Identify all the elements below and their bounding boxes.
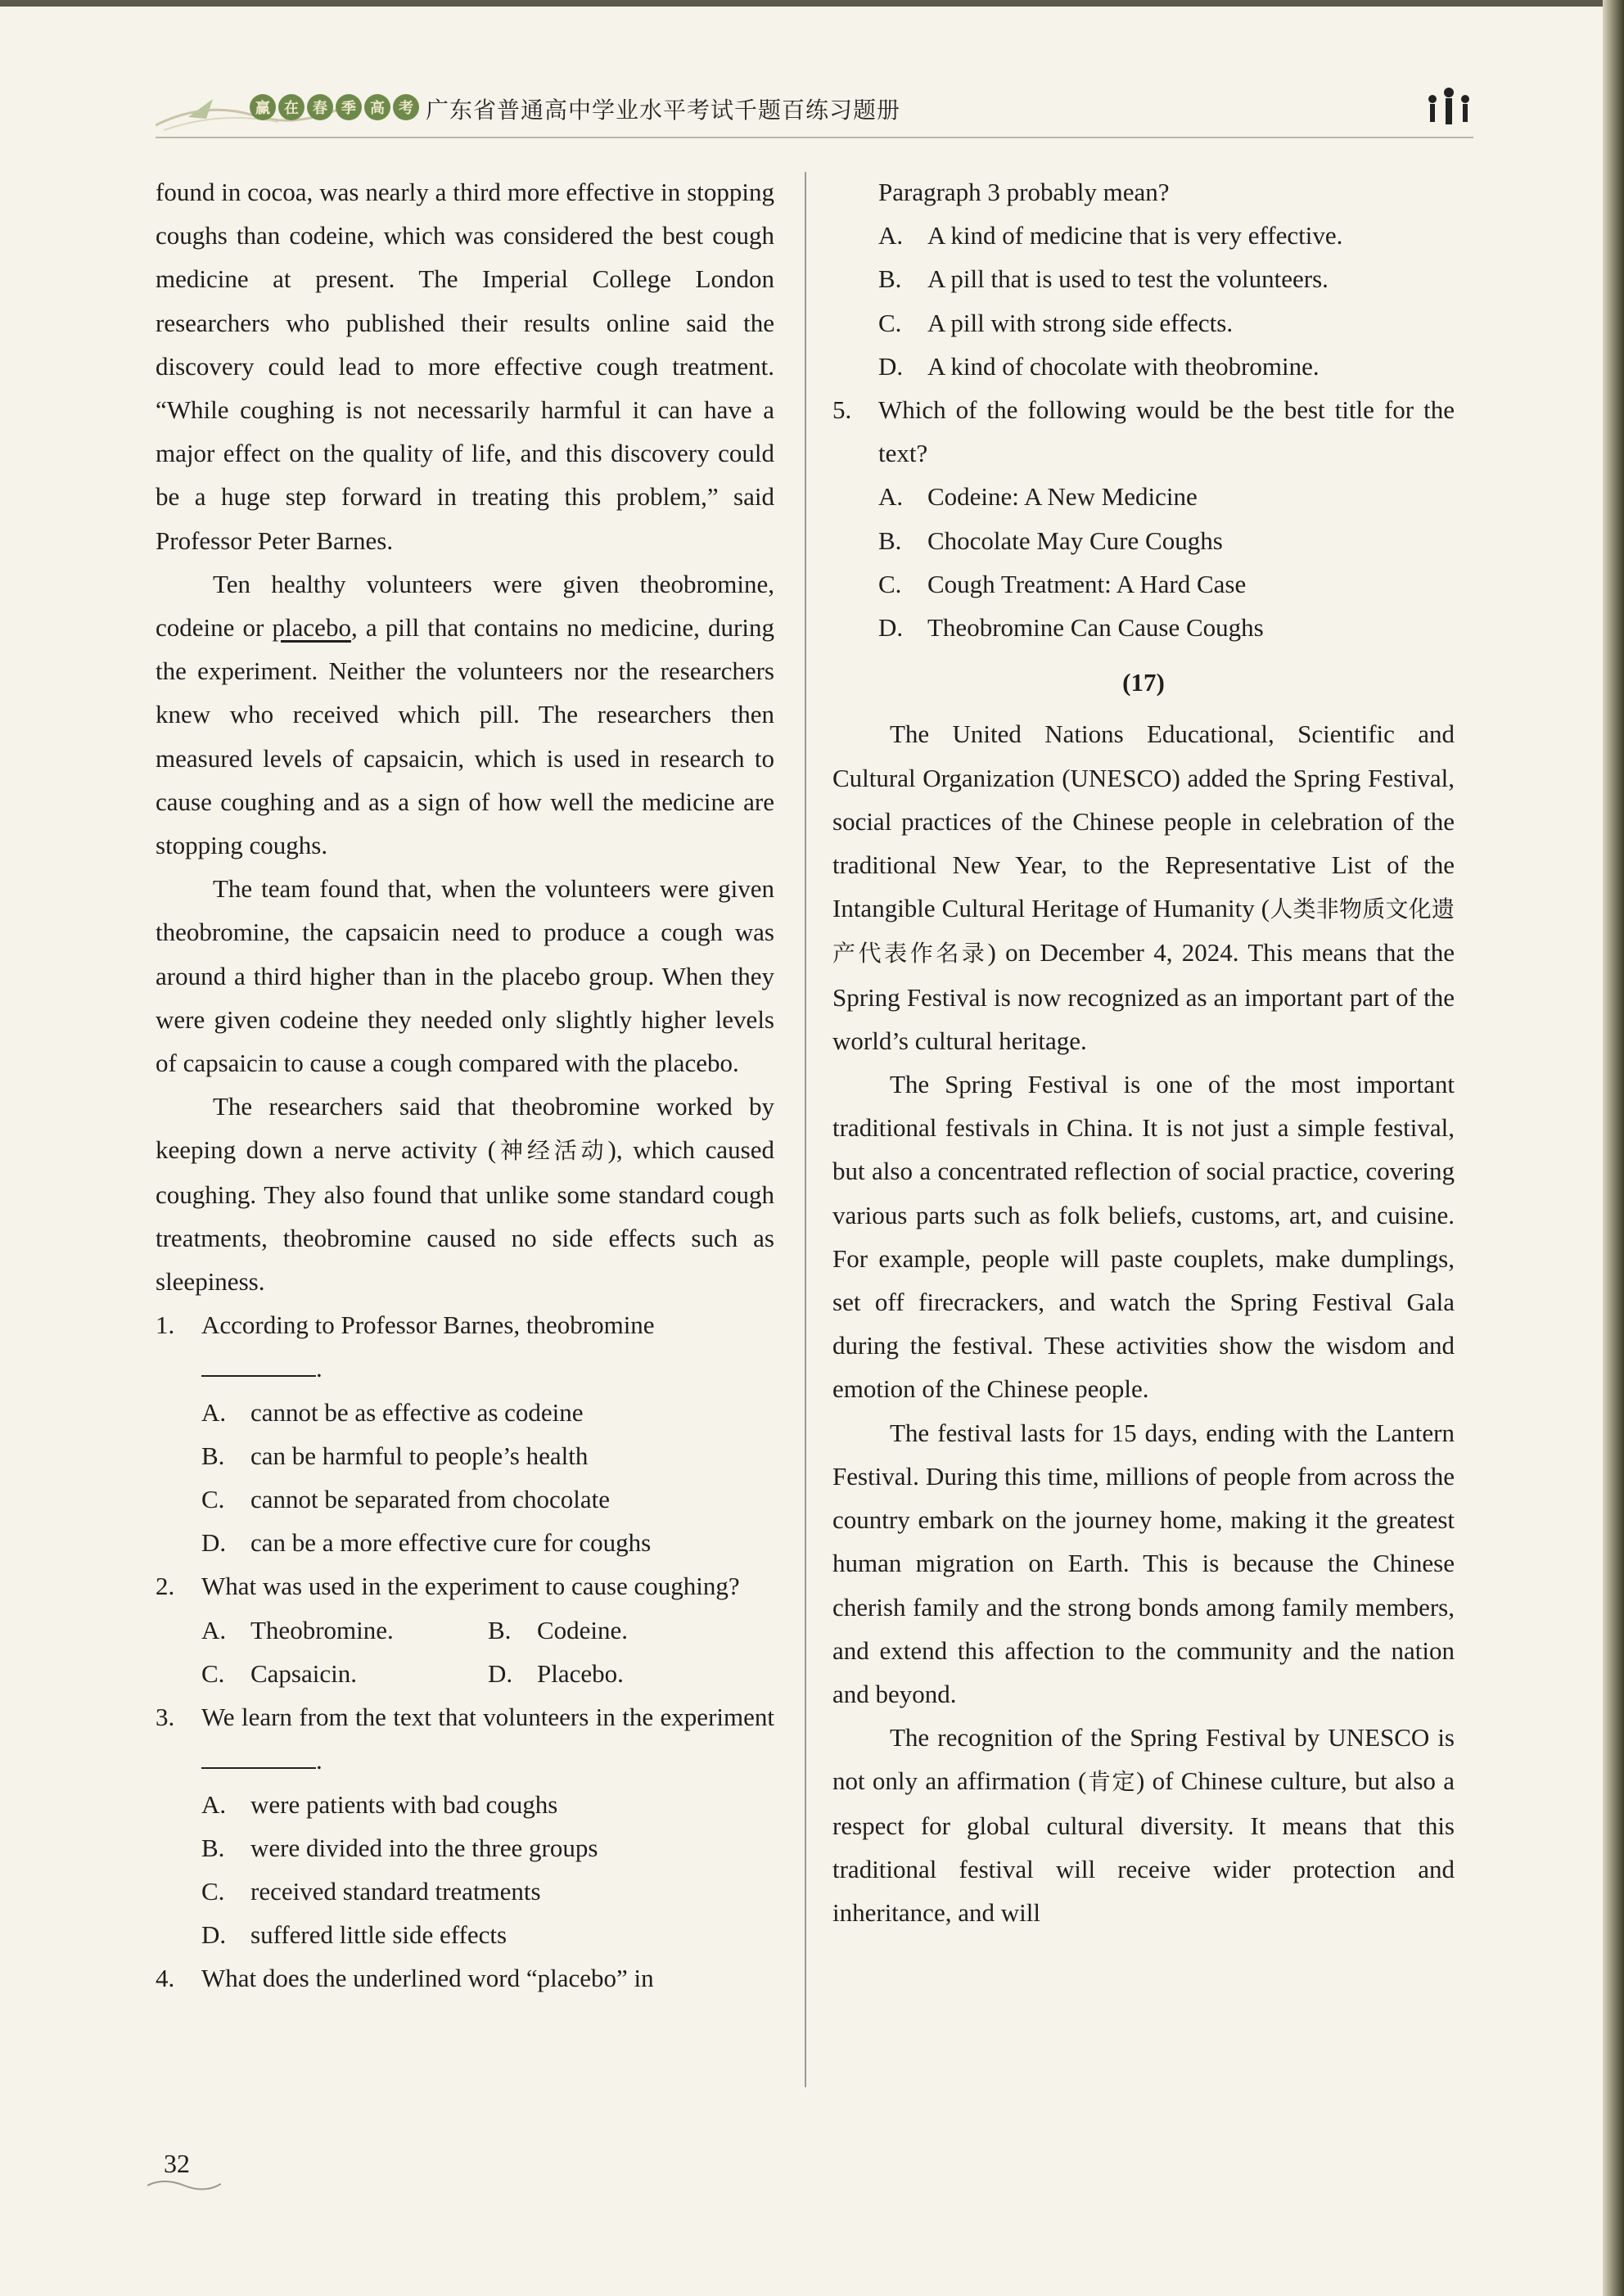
- option-text: received standard treatments: [250, 1876, 541, 1906]
- header-badges: [250, 94, 419, 120]
- option-letter: D.: [878, 613, 904, 643]
- question-number: 2.: [156, 1572, 175, 1601]
- text-run: ) of Chinese culture, but also a respect for global cultural diversity. It means that this traditional festival will receive wider protection and inheritance, and will: [832, 1766, 1455, 1927]
- question-1: [156, 1303, 774, 1346]
- option-letter: C.: [201, 1658, 225, 1688]
- option-text: can be harmful to people’s health: [250, 1441, 589, 1470]
- option[interactable]: [156, 1434, 774, 1477]
- option-letter: B.: [488, 1615, 512, 1644]
- option[interactable]: [832, 345, 1455, 388]
- option[interactable]: [156, 1783, 774, 1826]
- option-text: A pill that is used to test the volunteers.: [927, 264, 1329, 294]
- running-figures-icon: [1424, 86, 1473, 131]
- text-run: , a pill that contains no medicine, during the experiment. Neither the volunteers nor the researchers knew who received which pill. The researchers then measured levels of capsaicin, which is used in research to cause coughing and as a sign of how well the medicine are stopping coughs.: [156, 613, 774, 860]
- left-column: [156, 170, 774, 2001]
- chinese-gloss: 肯定: [1086, 1768, 1137, 1796]
- option-text: A kind of chocolate with theobromine.: [927, 351, 1320, 381]
- question-2: [156, 1564, 774, 1608]
- chinese-gloss: 神经活动: [496, 1137, 608, 1165]
- option-text: Cough Treatment: A Hard Case: [927, 569, 1247, 598]
- option[interactable]: [156, 1521, 774, 1564]
- option-letter: C.: [201, 1876, 225, 1906]
- option-letter: D.: [201, 1920, 227, 1950]
- question-text: [201, 1695, 774, 1782]
- option-letter: A.: [878, 482, 904, 512]
- option-letter: D.: [201, 1528, 227, 1558]
- paragraph: The Spring Festival is one of the most important traditional festivals in China. It is not just a simple festival, but also a concentrated reflection of social practice, covering various parts such as folk beliefs, customs, art, and cuisine. For example, people will paste couplets, make dumplings, set off firecrackers, and watch the Spring Festival Gala during the festival. These activities show the wisdom and emotion of the Chinese people.: [832, 1070, 1455, 1404]
- option[interactable]: [832, 301, 1455, 345]
- option-text: were patients with bad coughs: [250, 1789, 558, 1819]
- paragraph: The team found that, when the volunteers were given theobromine, the capsaicin need to produce a cough was around a third higher than in the placebo group. When they were given codeine they needed only slightly higher levels of capsaicin to cause a cough compared with the placebo.: [156, 874, 774, 1078]
- option-text: cannot be as effective as codeine: [250, 1397, 584, 1427]
- option-text: A pill with strong side effects.: [927, 308, 1234, 337]
- option-row: [156, 1608, 774, 1652]
- option-text: cannot be separated from chocolate: [250, 1485, 610, 1514]
- blank-tail: .: [316, 1746, 323, 1775]
- option-text: Theobromine Can Cause Coughs: [927, 613, 1264, 643]
- question-text: What does the underlined word “placebo” in: [201, 1964, 654, 1993]
- paragraph: [156, 1085, 774, 1303]
- page-top-edge: [0, 0, 1624, 7]
- page-binding-edge: [1603, 0, 1624, 2296]
- option-letter: C.: [878, 308, 902, 337]
- option-letter: A.: [201, 1789, 227, 1819]
- section-number: (17): [1122, 668, 1165, 697]
- option-letter: A.: [201, 1397, 227, 1427]
- answer-blank[interactable]: [201, 1351, 316, 1377]
- header-badge: 春: [307, 94, 333, 120]
- option[interactable]: [832, 214, 1455, 257]
- question-4: [156, 1956, 774, 2000]
- question-4-continued: [832, 170, 1455, 214]
- text-run: ), which caused coughing. They also found that unlike some standard cough treatments, theobromine caused no side effects such as sleepiness.: [156, 1135, 774, 1297]
- chinese-gloss: 人类非物质文化遗产代表作名录: [832, 895, 1455, 968]
- question-number-spacer: [832, 170, 878, 214]
- option-letter: A.: [201, 1615, 227, 1644]
- question-3: [156, 1695, 774, 1782]
- underlined-word: placebo: [272, 613, 351, 643]
- option-letter: B.: [201, 1441, 225, 1470]
- paragraph: [156, 562, 774, 867]
- option[interactable]: [156, 1391, 774, 1434]
- option-text: Placebo.: [537, 1658, 624, 1688]
- question-text: Which of the following would be the best title for the text?: [878, 395, 1455, 468]
- header-badge: 季: [336, 94, 362, 120]
- option[interactable]: [156, 1826, 774, 1870]
- paragraph: The festival lasts for 15 days, ending with the Lantern Festival. During this time, millions of people from across the country embark on the journey home, making it the greatest human migration on Earth. This is because the Chinese cherish family and the strong bonds among family members, and extend this affection to the community and the nation and beyond.: [832, 1418, 1455, 1708]
- question-5: [832, 388, 1455, 475]
- option[interactable]: [156, 1913, 774, 1956]
- answer-blank[interactable]: [201, 1743, 316, 1769]
- option[interactable]: [832, 475, 1455, 518]
- option[interactable]: [156, 1477, 774, 1521]
- header-badge: 高: [364, 94, 390, 120]
- option-row: [156, 1652, 774, 1695]
- option[interactable]: [201, 1608, 488, 1652]
- book-title: 广东省普通高中学业水平考试千题百练习题册: [426, 97, 901, 124]
- paragraph: [832, 712, 1455, 1062]
- column-divider: [805, 172, 806, 2087]
- option[interactable]: [832, 519, 1455, 562]
- option-text: Codeine: A New Medicine: [927, 482, 1198, 512]
- answer-blank-line: [156, 1346, 774, 1390]
- option-letter: B.: [878, 264, 902, 294]
- text-run: The United Nations Educational, Scientific and Cultural Organization (UNESCO) added the Spring Festival, social practices of the Chinese people in celebration of the traditional New Year, to the Representative List of the Intangible Cultural Heritage of Humanity (: [832, 719, 1455, 923]
- question-number: 5.: [832, 395, 852, 425]
- question-text: According to Professor Barnes, theobromine: [201, 1310, 655, 1340]
- question-number: 3.: [156, 1703, 175, 1732]
- paragraph: [832, 1716, 1455, 1934]
- option-letter: B.: [201, 1833, 225, 1862]
- option[interactable]: [832, 562, 1455, 606]
- header-badge: 赢: [250, 94, 276, 120]
- option[interactable]: [488, 1608, 774, 1652]
- option-text: Theobromine.: [250, 1615, 394, 1644]
- question-text: Paragraph 3 probably mean?: [878, 178, 1170, 206]
- text-run: The researchers said that theobromine worked by keeping down a nerve activity (: [156, 1092, 774, 1165]
- option-text: were divided into the three groups: [250, 1833, 598, 1862]
- text-run: ) on December 4, 2024. This means that the Spring Festival is now recognized as an important part of the world’s cultural heritage.: [832, 938, 1455, 1055]
- option-text: Codeine.: [537, 1615, 629, 1644]
- question-text-run: We learn from the text that volunteers in the experiment: [201, 1703, 774, 1732]
- option[interactable]: [156, 1870, 774, 1913]
- page-number: 32: [164, 2149, 190, 2178]
- option-letter: C.: [201, 1485, 225, 1514]
- option-letter: B.: [878, 526, 902, 555]
- option-text: can be a more effective cure for coughs: [250, 1528, 652, 1558]
- paragraph: found in cocoa, was nearly a third more effective in stopping coughs than codeine, which was considered the best cough medicine at present. The Imperial College London researchers who published their results online said the discovery could lead to more effective cough treatment. “While coughing is not necessarily harmful it can have a major effect on the quality of life, and this discovery could be a huge step forward in treating this problem,” said Professor Peter Barnes.: [156, 178, 774, 555]
- option[interactable]: [832, 257, 1455, 300]
- right-column: [832, 170, 1455, 1934]
- option-text: Chocolate May Cure Coughs: [927, 526, 1223, 555]
- option-letter: A.: [878, 221, 904, 250]
- text-run: Ten healthy volunteers were given theobromine, codeine or: [156, 569, 774, 643]
- header-rule: [156, 137, 1473, 138]
- option-letter: D.: [488, 1658, 513, 1688]
- question-number: 1.: [156, 1310, 175, 1340]
- header-badge: 在: [278, 94, 304, 120]
- page-header: [156, 78, 1473, 143]
- option[interactable]: [201, 1652, 488, 1695]
- option[interactable]: [488, 1652, 774, 1695]
- option-letter: D.: [878, 351, 904, 381]
- option[interactable]: [832, 606, 1455, 649]
- option-letter: C.: [878, 569, 902, 598]
- option-text: A kind of medicine that is very effective.: [927, 221, 1343, 250]
- option-text: Capsaicin.: [250, 1658, 357, 1688]
- option-text: suffered little side effects: [250, 1920, 508, 1950]
- question-text: What was used in the experiment to cause coughing?: [201, 1572, 740, 1601]
- header-badge: 考: [393, 94, 419, 120]
- blank-tail: .: [316, 1354, 323, 1383]
- page-number-ornament-icon: [147, 2177, 221, 2194]
- text-run: The recognition of the Spring Festival by UNESCO is not only an affirmation (: [832, 1723, 1455, 1796]
- question-number: 4.: [156, 1964, 175, 1993]
